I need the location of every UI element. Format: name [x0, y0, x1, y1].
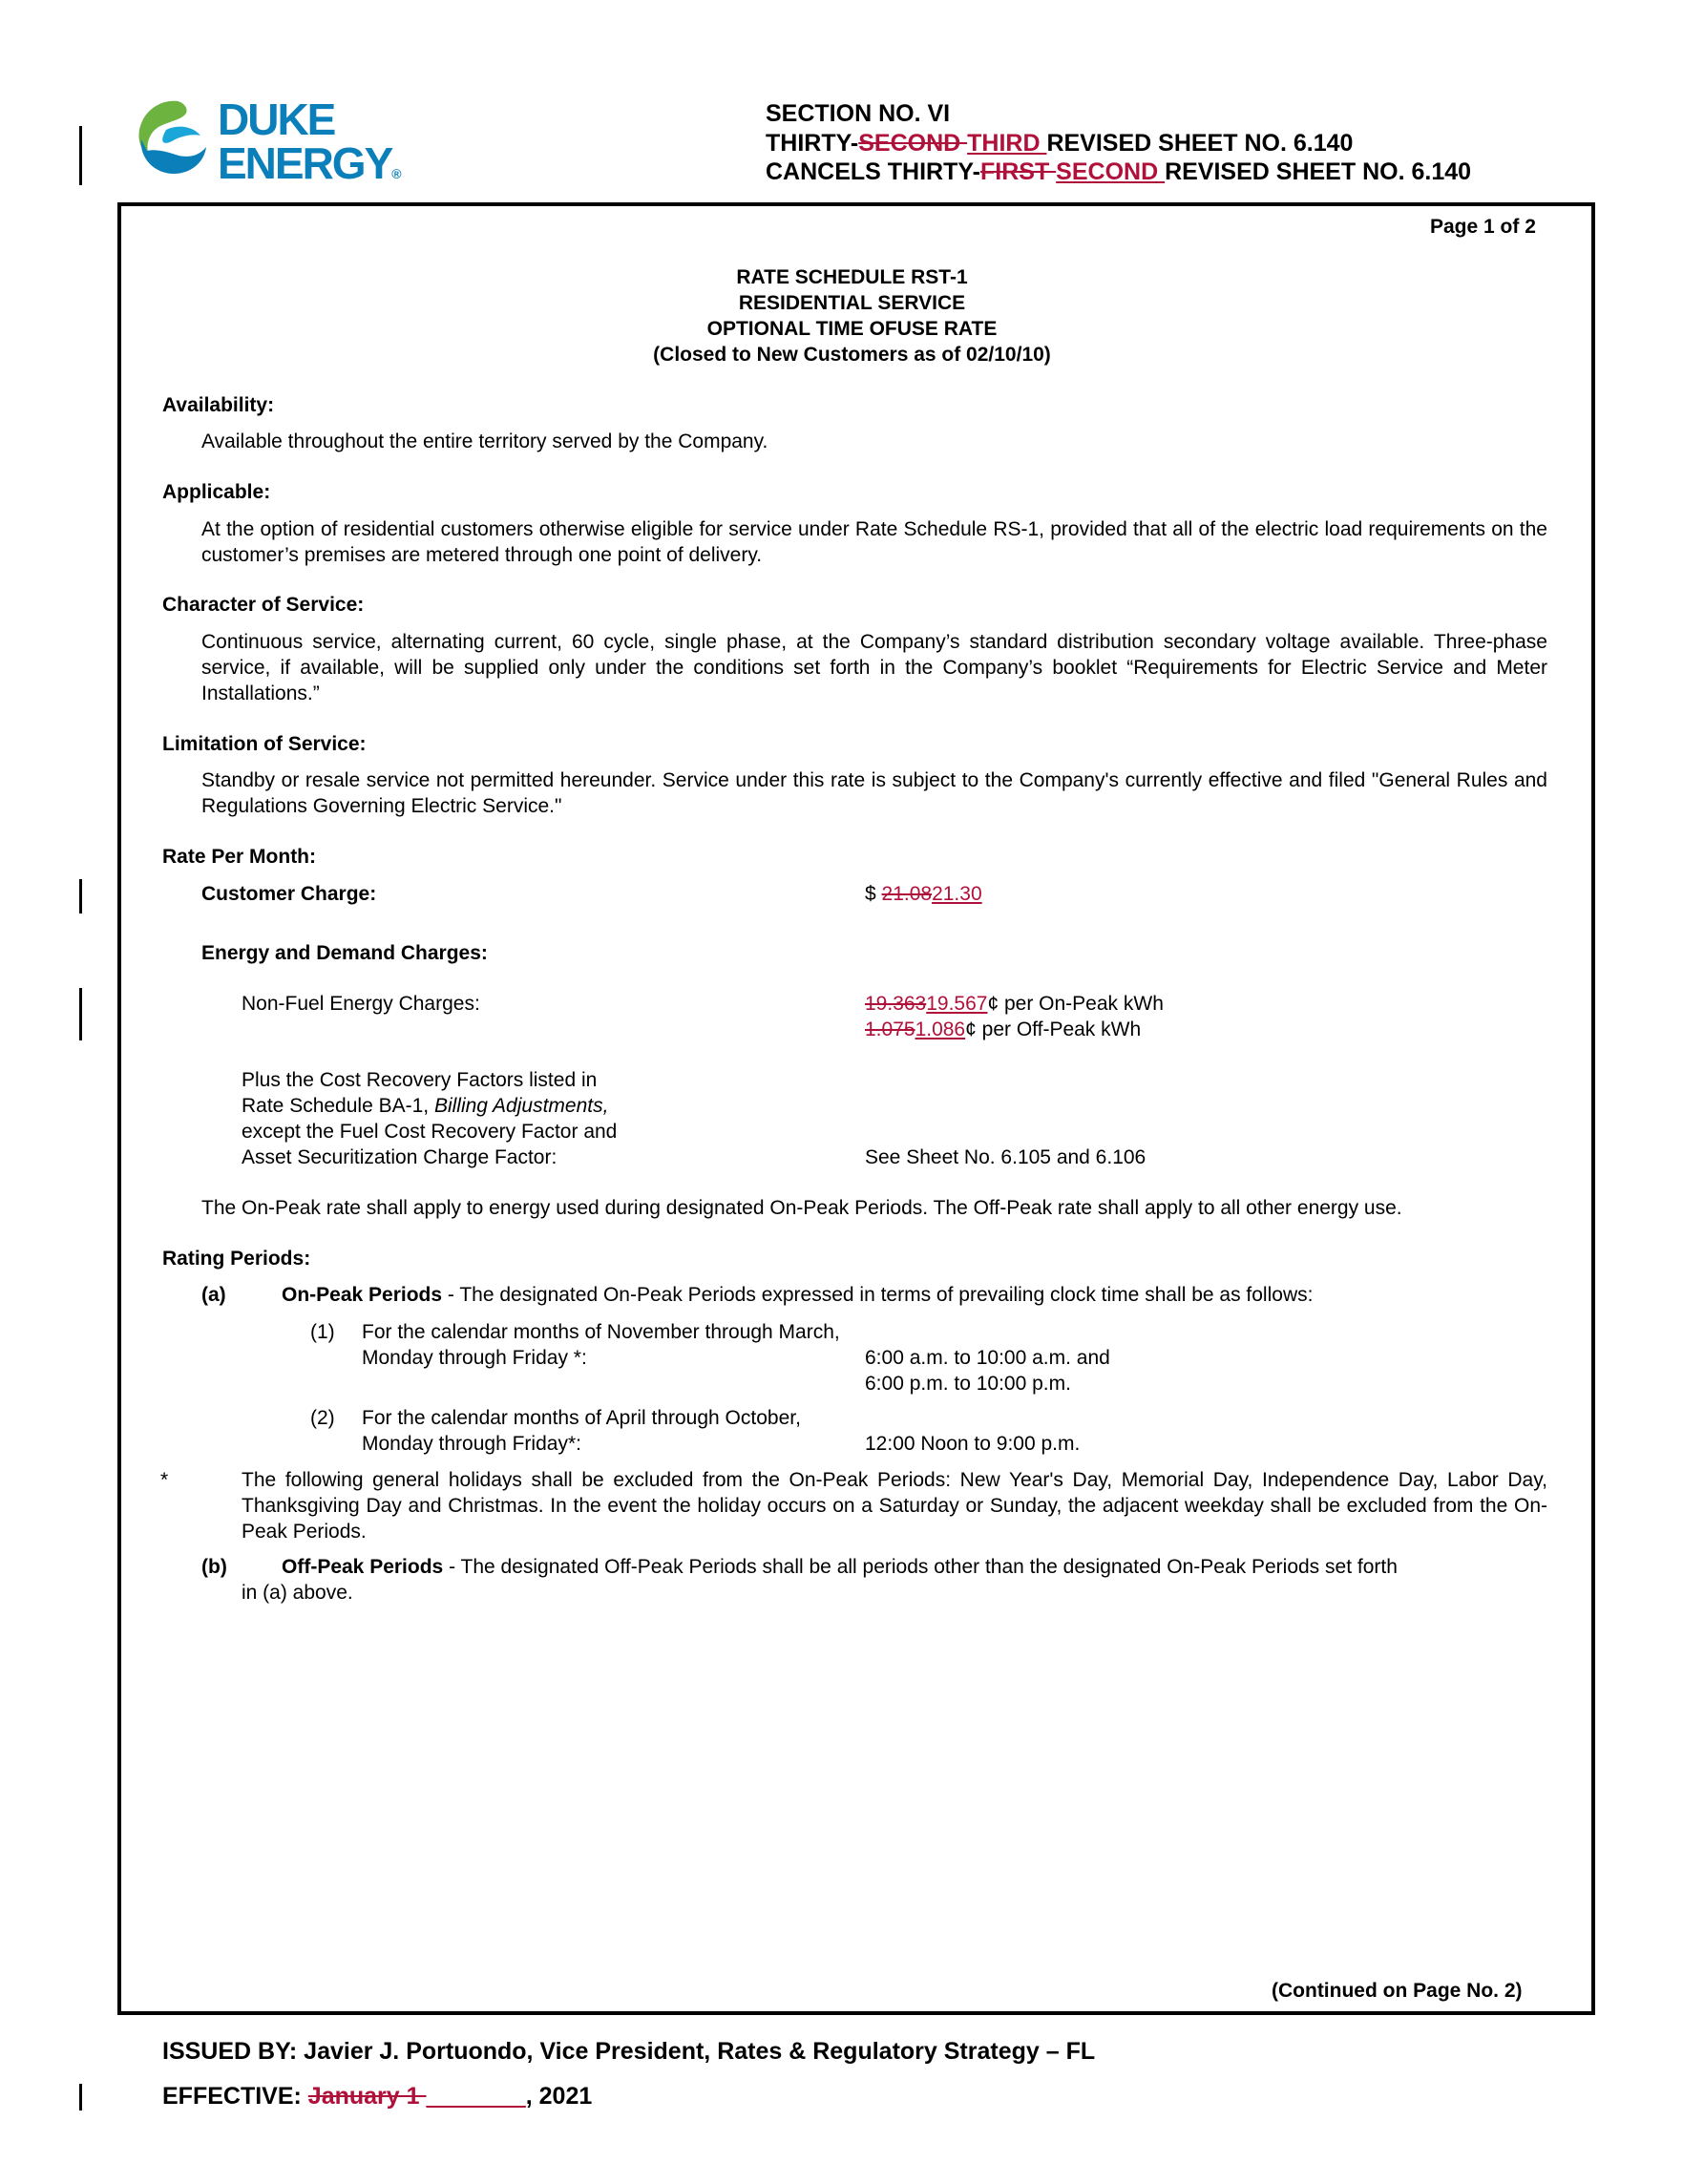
- logo-line2: [218, 138, 402, 196]
- customer-charge-label: Customer Charge:: [201, 883, 377, 905]
- p2-line2: Monday through Friday*:: [362, 1433, 581, 1455]
- title-line1: RATE SCHEDULE RST-1: [736, 266, 968, 288]
- non-fuel-label: Non-Fuel Energy Charges:: [242, 993, 480, 1015]
- on-peak-inserted: 19.567: [926, 993, 988, 1015]
- energy-heading: Energy and Demand Charges:: [201, 942, 488, 964]
- b-text2: in (a) above.: [242, 1582, 353, 1604]
- logo-mark-icon: [132, 95, 210, 181]
- plus-line3: except the Fuel Cost Recovery Factor and: [242, 1121, 618, 1143]
- effective-date: [162, 2082, 592, 2110]
- cancels-deleted: FIRST: [980, 158, 1057, 185]
- effective-year: , 2021: [525, 2083, 593, 2110]
- a-title: On-Peak Periods: [282, 1284, 443, 1306]
- effective-label: EFFECTIVE:: [162, 2083, 308, 2110]
- sheet-title: [766, 129, 1353, 158]
- b-line: [282, 1554, 1398, 1580]
- character-heading: Character of Service:: [162, 594, 365, 616]
- p1-line1: For the calendar months of November through March,: [362, 1321, 840, 1343]
- cancels-title: [766, 158, 1471, 186]
- registered-mark: ®: [391, 166, 402, 181]
- b-title: Off-Peak Periods: [282, 1556, 444, 1578]
- cancels-prefix: CANCELS THIRTY-: [766, 158, 980, 185]
- duke-energy-logo: [132, 95, 418, 187]
- limitation-heading: Limitation of Service:: [162, 733, 367, 755]
- issued-by: ISSUED BY: Javier J. Portuondo, Vice President, Rates & Regulatory Strategy – FL: [162, 2038, 1096, 2065]
- a-text: - The designated On-Peak Periods expressed in terms of prevailing clock time shall be as follows:: [442, 1284, 1314, 1306]
- applicable-text: At the option of residential customers otherwise eligible for service under Rate Schedule RS-1, provided that all of the electric load requirements on the customer’s premises are metered through one point of delivery.: [201, 518, 1547, 566]
- title-line4: (Closed to New Customers as of 02/10/10): [653, 344, 1051, 366]
- revision-bar: [79, 2084, 82, 2110]
- plus-line2-prefix: Rate Schedule BA-1,: [242, 1095, 434, 1117]
- availability-text: Available throughout the entire territory served by the Company.: [201, 430, 768, 452]
- rate-heading: Rate Per Month:: [162, 846, 317, 868]
- on-off-note: The On-Peak rate shall apply to energy used during designated On-Peak Periods. The Off-Peak rate shall apply to all other energy use.: [201, 1197, 1402, 1219]
- effective-deleted: January 1: [307, 2083, 427, 2110]
- revision-bar: [79, 879, 82, 914]
- applicable-heading: Applicable:: [162, 481, 271, 503]
- p1-num: (1): [310, 1321, 335, 1343]
- logo-line2-text: ENERGY: [218, 138, 392, 188]
- cancels-suffix: REVISED SHEET NO. 6.140: [1165, 158, 1472, 185]
- p1-time2: 6:00 p.m. to 10:00 p.m.: [865, 1373, 1071, 1395]
- p1-time1: 6:00 a.m. to 10:00 a.m. and: [865, 1347, 1110, 1369]
- title-line3: OPTIONAL TIME OFUSE RATE: [706, 318, 998, 340]
- b-label: (b): [201, 1556, 227, 1578]
- rating-heading: Rating Periods:: [162, 1248, 311, 1270]
- plus-line2-italic: Billing Adjustments,: [433, 1095, 609, 1117]
- a-line: [282, 1282, 1313, 1308]
- customer-charge-value: [865, 881, 982, 907]
- off-peak-suffix: ¢ per Off-Peak kWh: [965, 1018, 1142, 1040]
- p2-line1: For the calendar months of April through October,: [362, 1407, 801, 1429]
- availability-heading: Availability:: [162, 394, 275, 416]
- p2-time: 12:00 Noon to 9:00 p.m.: [865, 1433, 1081, 1455]
- off-peak-deleted: 1.075: [865, 1018, 915, 1040]
- on-peak-suffix: ¢ per On-Peak kWh: [987, 993, 1164, 1015]
- sheet-suffix: REVISED SHEET NO. 6.140: [1046, 130, 1354, 157]
- limitation-text: Standby or resale service not permitted hereunder. Service under this rate is subject to the Company's currently effective and filed "General Rules and Regulations Governing Electric Service.": [201, 769, 1547, 817]
- off-peak-inserted: 1.086: [915, 1018, 966, 1040]
- see-sheet: See Sheet No. 6.105 and 6.106: [865, 1146, 1147, 1168]
- sheet-deleted: SECOND: [858, 130, 968, 157]
- plus-line2: [242, 1093, 608, 1119]
- character-text: Continuous service, alternating current, 60 cycle, single phase, at the Company’s standard distribution secondary voltage available. Three-phase service, if available, will be supplied only under the conditions set forth in the Company’s booklet “Requirements for Electric Service and Meter Installations.”: [201, 631, 1547, 704]
- p2-num: (2): [310, 1407, 335, 1429]
- plus-line1: Plus the Cost Recovery Factors listed in: [242, 1069, 598, 1091]
- cancels-inserted: SECOND: [1056, 158, 1166, 185]
- page-label: Page 1 of 2: [1430, 216, 1536, 238]
- effective-inserted: _____ __: [426, 2083, 526, 2110]
- title-line2: RESIDENTIAL SERVICE: [738, 292, 966, 314]
- sheet-prefix: THIRTY-: [766, 130, 859, 157]
- revision-bar: [79, 126, 82, 185]
- on-peak-rate: [865, 991, 1164, 1017]
- on-peak-deleted: 19.363: [865, 993, 927, 1015]
- off-peak-rate: [865, 1017, 1141, 1042]
- section-number: SECTION NO. VI: [766, 100, 951, 127]
- revision-bar: [79, 988, 82, 1040]
- sheet-inserted: THIRD: [967, 130, 1047, 157]
- plus-line4: Asset Securitization Charge Factor:: [242, 1146, 557, 1168]
- holiday-text: The following general holidays shall be excluded from the On-Peak Periods: New Year's Day, Memorial Day, Independence Day, Labor Day, Thanksgiving Day and Christmas. In the event the holiday occurs on a Saturday or Sunday, the adjacent weekday shall be excluded from the On-Peak Periods.: [242, 1469, 1547, 1543]
- customer-charge-inserted: 21.30: [932, 883, 982, 905]
- a-label: (a): [201, 1284, 226, 1306]
- b-text: - The designated Off-Peak Periods shall be all periods other than the designated On-Peak Periods set forth: [443, 1556, 1398, 1578]
- continued-note: (Continued on Page No. 2): [1272, 1980, 1523, 2002]
- logo-line1: DUKE: [218, 94, 335, 144]
- holiday-star: *: [160, 1469, 169, 1491]
- customer-charge-deleted: 21.08: [881, 883, 933, 905]
- customer-charge-currency: $: [865, 883, 882, 905]
- p1-line2: Monday through Friday *:: [362, 1347, 587, 1369]
